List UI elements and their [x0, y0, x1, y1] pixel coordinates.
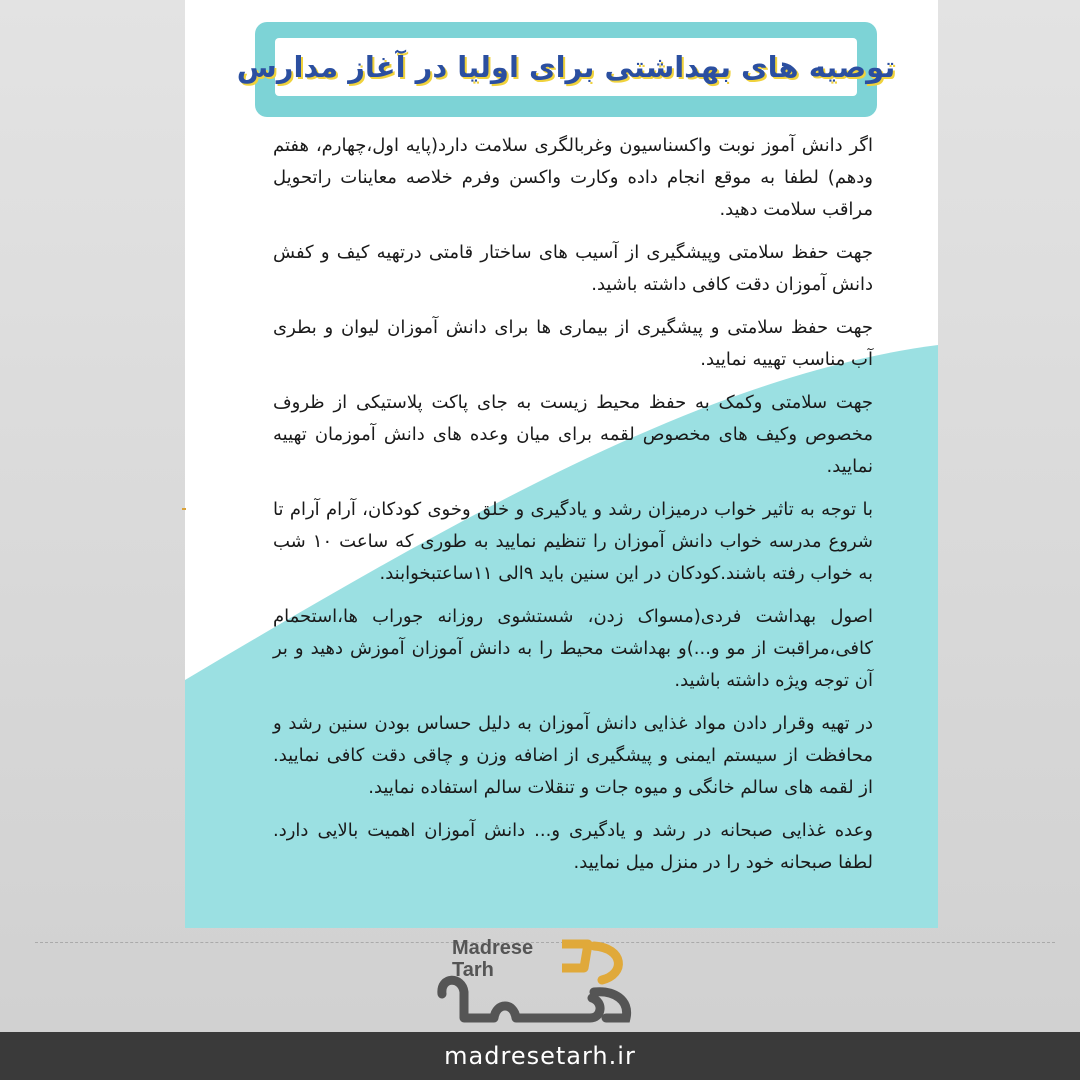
recommendation-paragraph: جهت سلامتی وکمک به حفظ محیط زیست به جای پاکت پلاستیکی از ظروف مخصوص وکیف های مخصوص لقمه برای میان وعده های دانش آموزمان تهییه نمایید.	[273, 392, 873, 477]
recommendation-paragraph: جهت حفظ سلامتی وپیشگیری از آسیب های ساختار قامتی درتهیه کیف و کفش دانش آموزان دقت کافی داشته باشید.	[273, 242, 873, 295]
recommendation-paragraph: جهت حفظ سلامتی و پیشگیری از بیماری ها برای دانش آموزان لیوان و بطری آب مناسب تهییه نمایید.	[273, 317, 873, 370]
recommendation-paragraph: اگر دانش آموز نوبت واکسناسیون وغربالگری سلامت دارد(پایه اول،چهارم، هفتم ودهم) لطفا به موقع انجام داده وکارت واکسن وفرم خلاصه معاینات راتحویل مراقب سلامت دهید.	[273, 135, 873, 220]
madrese-tarh-logo	[434, 936, 634, 1032]
decorative-dot	[182, 508, 186, 510]
recommendations-list	[273, 130, 873, 890]
recommendation-paragraph: با توجه به تاثیر خواب درمیزان رشد و یادگیری و خلق وخوی کودکان، آرام آرام تا شروع مدرسه خواب دانش آموزان را تنظیم نمایید به طوری که ساعت ۱۰ شب به خواب رفته باشند.کودکان در این سنین باید ۹الی ۱۱ساعتبخوابند.	[273, 499, 873, 584]
logo-word-tarh: Tarh	[452, 959, 494, 981]
recommendation-paragraph: اصول بهداشت فردی(مسواک زدن، شستشوی روزانه جوراب ها،استحمام کافی،مراقبت از مو و...)و بهداشت محیط را به دانش آموزان آموزش دهید و بر آن توجه ویژه داشته باشید.	[273, 606, 873, 691]
title-banner	[236, 22, 896, 117]
footer-bar	[0, 1032, 1080, 1080]
title-inner-box	[236, 38, 896, 96]
recommendation-paragraph: در تهیه وقرار دادن مواد غذایی دانش آموزان به دلیل حساس بودن سنین رشد و محافظت از سیستم ایمنی و پیشگیری از اضافه وزن و چاقی دقت کافی نمایید. از لقمه های سالم خانگی و میوه جات و تنقلات سالم استفاده نمایید.	[273, 713, 873, 798]
page-title: توصیه های بهداشتی برای اولیا در آغاز مدارس	[236, 50, 896, 84]
recommendation-paragraph: وعده غذایی صبحانه در رشد و یادگیری و... دانش آموزان اهمیت بالایی دارد. لطفا صبحانه خود را در منزل میل نمایید.	[273, 820, 873, 873]
logo-word-madrese: Madrese	[452, 937, 534, 959]
content-card	[185, 0, 938, 928]
website-link[interactable]: madresetarh.ir	[444, 1042, 636, 1070]
